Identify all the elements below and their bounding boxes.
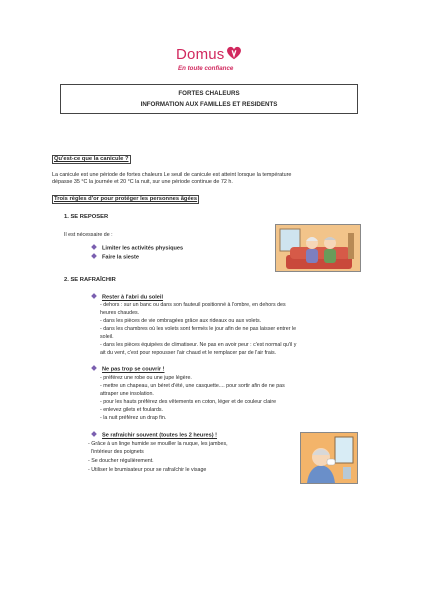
diamond-bullet-icon — [91, 244, 97, 250]
logo-word: Domus — [176, 46, 225, 63]
diamond-bullet-icon — [91, 293, 97, 299]
couvrir-line: - enlevez gilets et foulards. — [100, 407, 164, 413]
rafraichir-line: - Grâce à un linge humide se mouiller la nuque, les jambes, — [88, 441, 228, 447]
section1-intro: Il est nécessaire de : — [64, 232, 113, 238]
title-line-1: FORTES CHALEURS — [178, 90, 240, 97]
canicule-text-line: La canicule est une période de fortes chaleurs Le seuil de canicule est atteint lorsque la température — [52, 172, 292, 178]
section1-item-label: Limiter les activités physiques — [102, 245, 184, 252]
section1-heading: 1. SE REPOSER — [64, 214, 109, 220]
abri-line: - dans les pièces de vie ombragées grâce aux rideaux ou aux volets. — [100, 318, 262, 324]
section1-item — [92, 254, 139, 261]
abri-title: Rester à l'abri du soleil — [102, 294, 164, 301]
logo-tagline: En toute confiance — [178, 65, 234, 72]
abri-line: - dans les pièces équipées de climatiseur. Ne pas en avoir peur : c'est normal qu'il y — [100, 342, 297, 348]
section1-item-label: Faire la sieste — [102, 254, 140, 261]
heart-logo-icon — [225, 44, 243, 62]
couvrir-line: - pour les hauts préférez des vêtements en coton, léger et de couleur claire — [100, 399, 277, 405]
couvrir-line: - mettre un chapeau, un béret d'été, une casquette.... pour sortir afin de ne pas — [100, 383, 285, 389]
rafraichir-title: Se rafraîchir souvent (toutes les 2 heures) ! — [102, 432, 218, 439]
regles-heading: Trois règles d'or pour protéger les personnes âgées — [54, 196, 198, 202]
canicule-text-line: dépasse 35 °C la journée et 20 °C la nuit, sur une période continue de 72 h. — [52, 179, 233, 186]
couvrir-title: Ne pas trop se couvrir ! — [102, 366, 165, 373]
rafraichir-line: - Utiliser le brumisateur pour se rafraîchir le visage — [88, 467, 207, 473]
rafraichir-line: - Se doucher régulièrement. — [88, 458, 154, 464]
diamond-bullet-icon — [91, 365, 97, 371]
couvrir-line: attraper une insolation. — [100, 391, 154, 397]
abri-line: heures chaudes. — [100, 310, 140, 316]
canicule-text — [52, 172, 382, 186]
abri-heading — [92, 294, 163, 301]
title-box — [60, 84, 358, 114]
domus-logo — [176, 46, 256, 78]
rafraichir-line: l'intérieur des poignets — [88, 449, 144, 455]
abri-line: - dehors : sur un banc ou dans son fauteuil positionné à l'ombre, en dehors des — [100, 302, 286, 308]
resting-couple-illustration — [275, 224, 361, 272]
couvrir-line: - préférez une robe ou une jupe légère. — [100, 375, 192, 381]
abri-line: - dans les chambres où les volets sont fermés le jour afin de ne pas laisser entrer le — [100, 326, 297, 332]
title-line-2: INFORMATION AUX FAMILLES ET RESIDENTS — [140, 101, 278, 108]
couvrir-line: - la nuit préférez un drap fin. — [100, 415, 167, 421]
abri-line: ait du vent, c'est pour repousser l'air chaud et le remplacer par de l'air frais. — [100, 350, 277, 356]
diamond-bullet-icon — [91, 431, 97, 437]
rafraichir-heading — [92, 432, 217, 439]
washing-face-illustration — [300, 432, 358, 484]
abri-line: soleil. — [100, 334, 114, 340]
canicule-heading: Qu'est-ce que la canicule ? — [54, 156, 129, 162]
section2-heading: 2. SE RAFRAÎCHIR — [64, 277, 116, 283]
section1-item — [92, 245, 183, 252]
diamond-bullet-icon — [91, 253, 97, 259]
couvrir-heading — [92, 366, 164, 373]
